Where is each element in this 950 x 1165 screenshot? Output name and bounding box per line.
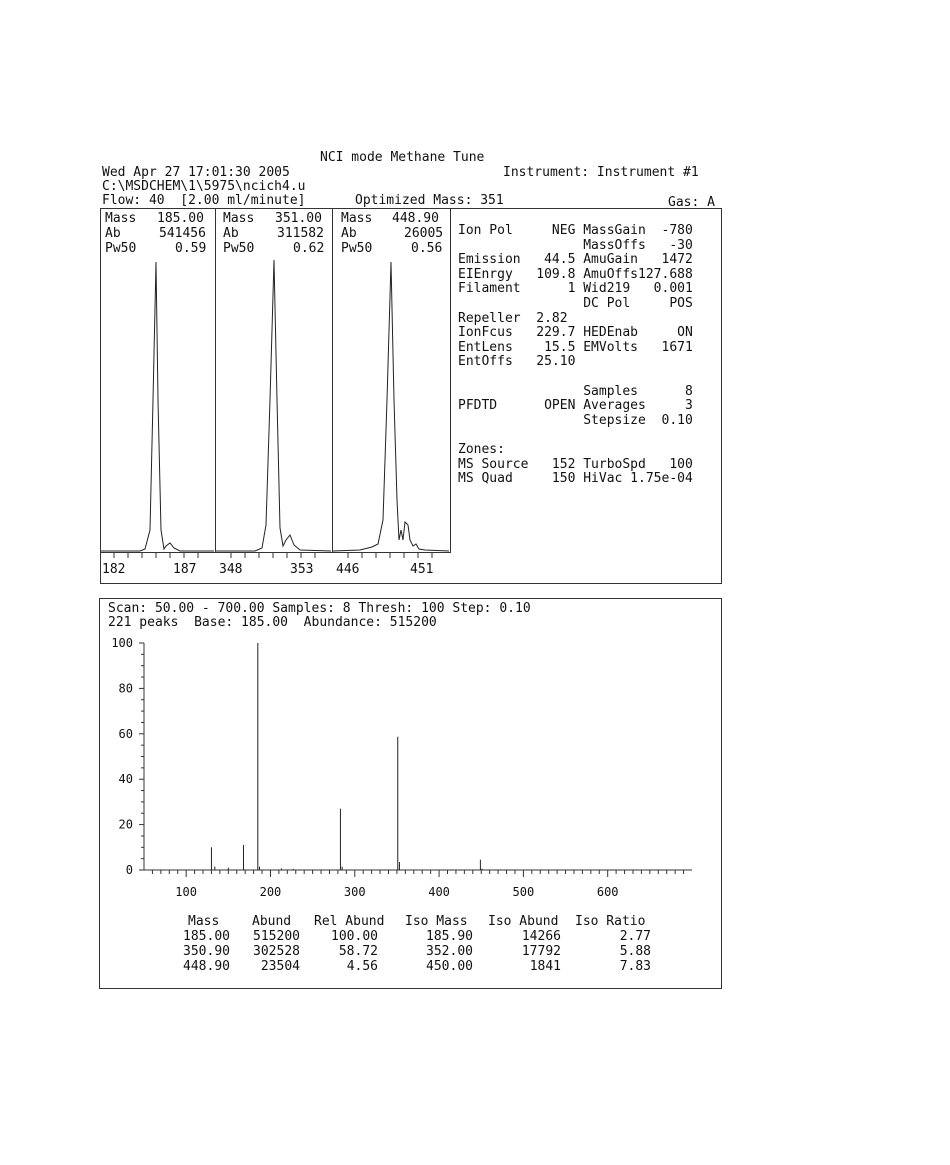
- param-row: MassOffs -30: [458, 237, 693, 253]
- tick-label: 348: [219, 562, 243, 577]
- table-cell: 5.88: [619, 943, 651, 959]
- x-tick-label: 600: [596, 885, 619, 899]
- table-cell: 4.56: [346, 958, 378, 974]
- table-cell: 58.72: [338, 943, 378, 959]
- ab-value: 541456: [159, 226, 206, 241]
- param-row: Stepsize 0.10: [458, 412, 693, 428]
- mass-value: 185.00: [157, 211, 204, 226]
- tick-label: 446: [336, 562, 360, 577]
- instrument-label: Instrument: Instrument #1: [503, 165, 699, 180]
- flow-label: Flow: 40 [2.00 ml/minute]: [102, 193, 306, 208]
- table-cell: 302528: [253, 943, 300, 959]
- mass-label: Mass: [341, 211, 373, 226]
- mass-label: Mass: [223, 211, 255, 226]
- table-cell: 7.83: [619, 958, 651, 974]
- param-row: Repeller 2.82: [458, 310, 568, 326]
- pw50-label: Pw50: [105, 241, 137, 256]
- param-row: EntLens 15.5 EMVolts 1671: [458, 339, 693, 355]
- ab-label: Ab: [223, 226, 239, 241]
- tick-label: 353: [290, 562, 314, 577]
- y-tick-label: 80: [118, 681, 133, 696]
- table-cell: 17792: [521, 943, 561, 959]
- param-row: Emission 44.5 AmuGain 1472: [458, 252, 693, 268]
- col-header: Iso Abund: [488, 914, 559, 929]
- table-cell: 23504: [260, 958, 300, 974]
- pw50-value: 0.62: [293, 241, 325, 256]
- ab-label: Ab: [341, 226, 357, 241]
- y-tick-label: 0: [125, 863, 133, 877]
- mass-label: Mass: [105, 211, 137, 226]
- optimized-mass: Optimized Mass: 351: [355, 193, 504, 208]
- datetime: Wed Apr 27 17:01:30 2005: [102, 165, 290, 180]
- y-tick-label: 100: [111, 636, 133, 650]
- file-path: C:\MSDCHEM\1\5975\ncich4.u: [102, 179, 306, 194]
- scan-info: Scan: 50.00 - 700.00 Samples: 8 Thresh: 100 Step: 0.10: [108, 601, 531, 616]
- tick-label: 451: [410, 562, 434, 577]
- tick-label: 182: [102, 562, 126, 577]
- param-row: Filament 1 Wid219 0.001: [458, 281, 693, 297]
- ab-value: 26005: [404, 226, 444, 241]
- col-header: Iso Mass: [405, 914, 468, 929]
- pw50-label: Pw50: [223, 241, 255, 256]
- x-tick-label: 200: [259, 885, 282, 899]
- table-cell: 515200: [253, 929, 300, 944]
- param-row: PFDTD OPEN Averages 3: [458, 398, 693, 414]
- table-cell: 2.77: [619, 929, 651, 944]
- pw50-value: 0.56: [411, 241, 443, 256]
- y-tick-label: 40: [118, 772, 133, 787]
- pw50-value: 0.59: [175, 241, 207, 256]
- x-tick-label: 100: [175, 885, 197, 899]
- table-cell: 1841: [529, 958, 561, 974]
- peak-summary: 221 peaks Base: 185.00 Abundance: 515200: [108, 615, 437, 630]
- col-header: Rel Abund: [314, 914, 385, 929]
- param-row: IonFcus 229.7 HEDEnab ON: [458, 325, 693, 341]
- table-cell: 14266: [521, 929, 561, 944]
- param-row: Ion Pol NEG MassGain -780: [458, 223, 693, 238]
- col-header: Iso Ratio: [575, 914, 646, 929]
- table-cell: 350.90: [183, 943, 230, 959]
- ab-value: 311582: [277, 226, 324, 241]
- tick-label: 187: [173, 562, 197, 577]
- mass-value: 448.90: [392, 211, 439, 226]
- table-cell: 448.90: [183, 958, 230, 974]
- col-header: Abund: [252, 914, 292, 929]
- page-title: NCI mode Methane Tune: [320, 150, 485, 165]
- ab-label: Ab: [105, 226, 121, 241]
- param-row: MS Source 152 TurboSpd 100: [458, 456, 693, 472]
- x-tick-label: 300: [343, 885, 366, 899]
- param-row: EntOffs 25.10: [458, 354, 576, 370]
- mass-value: 351.00: [275, 211, 322, 226]
- param-row: EIEnrgy 109.8 AmuOffs127.688: [458, 266, 693, 282]
- gas-label: Gas: A: [668, 195, 715, 210]
- table-cell: 185.00: [183, 929, 230, 944]
- table-cell: 352.00: [426, 943, 473, 959]
- param-row: DC Pol POS: [458, 296, 693, 311]
- table-cell: 100.00: [331, 929, 378, 944]
- x-tick-label: 500: [512, 885, 535, 899]
- table-cell: 185.90: [426, 929, 473, 944]
- table-cell: 450.00: [426, 958, 473, 974]
- y-tick-label: 20: [118, 817, 133, 832]
- y-tick-label: 60: [118, 726, 133, 741]
- x-tick-label: 400: [428, 885, 450, 899]
- col-header: Mass: [188, 914, 220, 929]
- param-row: MS Quad 150 HiVac 1.75e-04: [458, 471, 693, 487]
- param-row: Zones:: [458, 442, 505, 457]
- param-row: Samples 8: [458, 383, 693, 399]
- pw50-label: Pw50: [341, 241, 373, 256]
